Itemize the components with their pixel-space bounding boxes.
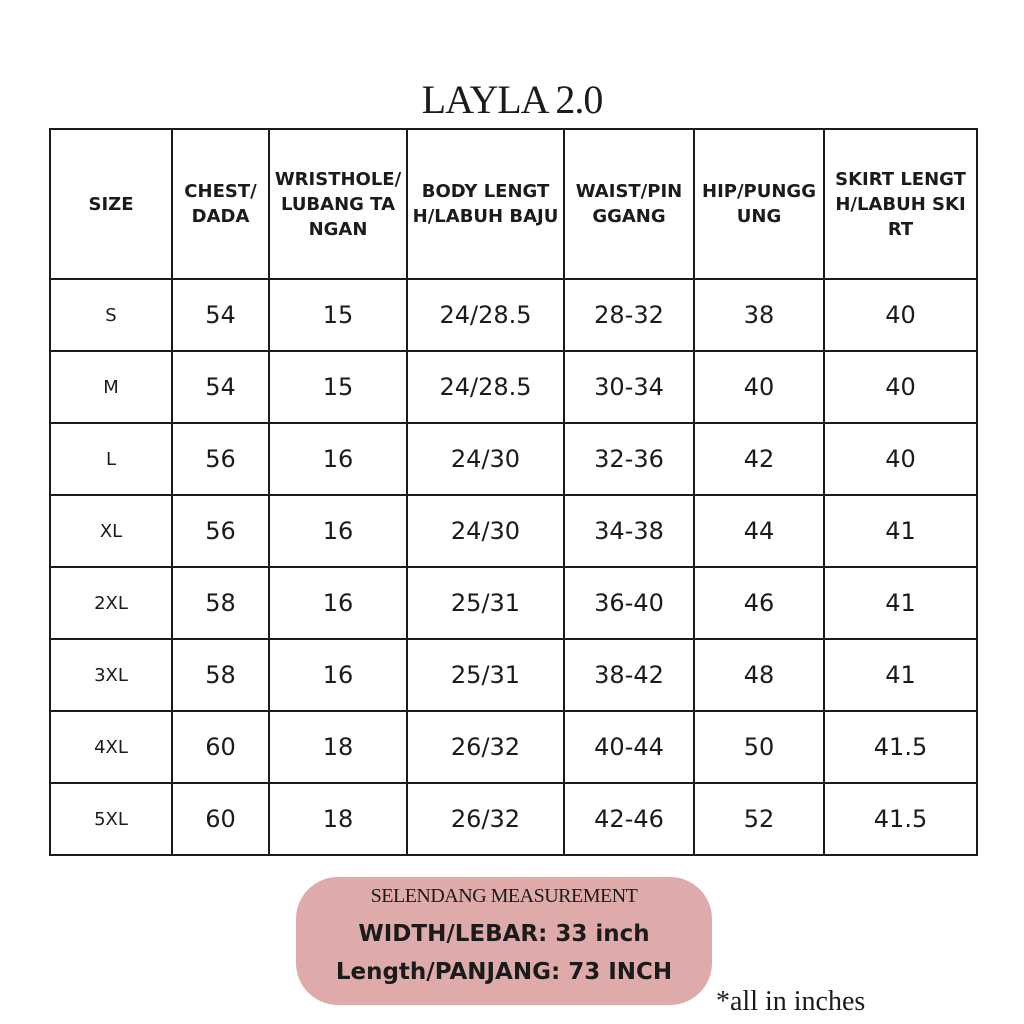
cell-wristhole: 15 [269, 351, 407, 423]
header-hip: HIP/PUNGGUNG [694, 129, 824, 279]
table-row [50, 495, 977, 567]
cell-hip: 52 [694, 783, 824, 855]
cell-wristhole: 16 [269, 567, 407, 639]
header-skirt-length: SKIRT LENGTH/LABUH SKIRT [824, 129, 977, 279]
cell-size: 5XL [50, 783, 172, 855]
cell-body-length: 24/28.5 [407, 351, 564, 423]
cell-size: S [50, 279, 172, 351]
selendang-title: SELENDANG MEASUREMENT [370, 885, 638, 907]
table-row [50, 567, 977, 639]
table-row [50, 711, 977, 783]
cell-waist: 40-44 [564, 711, 694, 783]
size-chart-table [49, 128, 978, 856]
cell-body-length: 24/30 [407, 423, 564, 495]
cell-skirt-length: 41 [824, 567, 977, 639]
page-title: LAYLA 2.0 [421, 77, 603, 122]
cell-body-length: 25/31 [407, 567, 564, 639]
cell-wristhole: 18 [269, 711, 407, 783]
cell-waist: 32-36 [564, 423, 694, 495]
cell-waist: 42-46 [564, 783, 694, 855]
cell-hip: 42 [694, 423, 824, 495]
cell-chest: 60 [172, 711, 269, 783]
cell-wristhole: 15 [269, 279, 407, 351]
cell-body-length: 26/32 [407, 783, 564, 855]
selendang-measurement-box [296, 877, 712, 1005]
cell-size: M [50, 351, 172, 423]
cell-size: 4XL [50, 711, 172, 783]
table-row [50, 639, 977, 711]
cell-wristhole: 16 [269, 423, 407, 495]
cell-skirt-length: 40 [824, 351, 977, 423]
cell-waist: 28-32 [564, 279, 694, 351]
header-wristhole: WRISTHOLE/LUBANG TANGAN [269, 129, 407, 279]
cell-skirt-length: 41 [824, 639, 977, 711]
header-size: SIZE [50, 129, 172, 279]
cell-waist: 30-34 [564, 351, 694, 423]
cell-skirt-length: 41.5 [824, 711, 977, 783]
cell-body-length: 26/32 [407, 711, 564, 783]
cell-skirt-length: 41 [824, 495, 977, 567]
cell-chest: 58 [172, 567, 269, 639]
cell-size: XL [50, 495, 172, 567]
cell-wristhole: 16 [269, 495, 407, 567]
cell-hip: 38 [694, 279, 824, 351]
table-row [50, 783, 977, 855]
cell-body-length: 25/31 [407, 639, 564, 711]
selendang-width: WIDTH/LEBAR: 33 inch [358, 921, 650, 947]
cell-wristhole: 16 [269, 639, 407, 711]
cell-size: L [50, 423, 172, 495]
table-row [50, 351, 977, 423]
cell-waist: 36-40 [564, 567, 694, 639]
table-header-row [50, 129, 977, 279]
cell-chest: 56 [172, 423, 269, 495]
cell-wristhole: 18 [269, 783, 407, 855]
table-row [50, 279, 977, 351]
header-body-length: BODY LENGTH/LABUH BAJU [407, 129, 564, 279]
cell-chest: 54 [172, 279, 269, 351]
cell-body-length: 24/28.5 [407, 279, 564, 351]
cell-hip: 40 [694, 351, 824, 423]
cell-size: 2XL [50, 567, 172, 639]
cell-hip: 50 [694, 711, 824, 783]
cell-skirt-length: 40 [824, 423, 977, 495]
header-waist: WAIST/PINGGANG [564, 129, 694, 279]
cell-chest: 60 [172, 783, 269, 855]
cell-size: 3XL [50, 639, 172, 711]
header-chest: CHEST/DADA [172, 129, 269, 279]
cell-body-length: 24/30 [407, 495, 564, 567]
cell-chest: 58 [172, 639, 269, 711]
cell-skirt-length: 41.5 [824, 783, 977, 855]
cell-chest: 54 [172, 351, 269, 423]
cell-skirt-length: 40 [824, 279, 977, 351]
table-body [50, 279, 977, 855]
cell-hip: 44 [694, 495, 824, 567]
selendang-length: Length/PANJANG: 73 INCH [335, 959, 673, 985]
cell-waist: 34-38 [564, 495, 694, 567]
cell-chest: 56 [172, 495, 269, 567]
table-row [50, 423, 977, 495]
cell-hip: 46 [694, 567, 824, 639]
cell-waist: 38-42 [564, 639, 694, 711]
cell-hip: 48 [694, 639, 824, 711]
footnote: *all in inches [716, 986, 866, 1017]
